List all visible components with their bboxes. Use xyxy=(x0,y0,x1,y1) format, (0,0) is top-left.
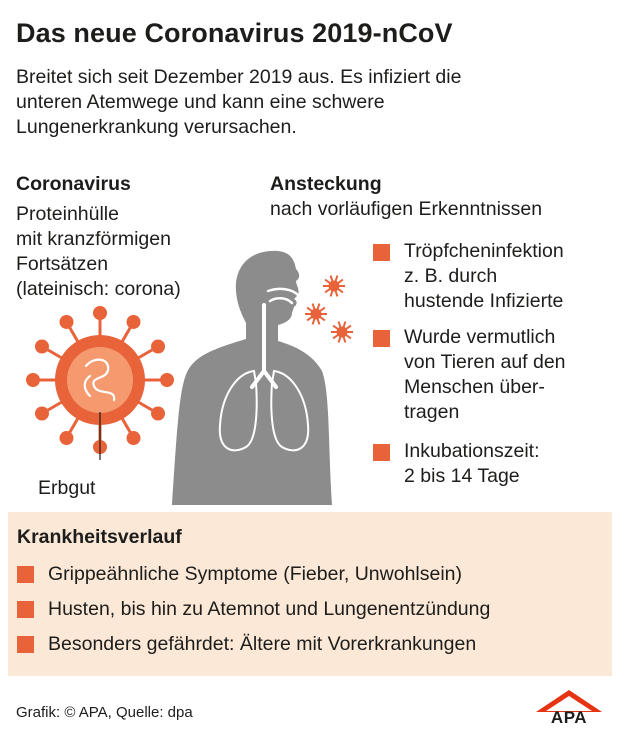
infection-item-line: z. B. durch xyxy=(404,265,498,287)
virus-heading: Coronavirus xyxy=(16,173,131,195)
virus-desc-line: (lateinisch: corona) xyxy=(16,278,181,300)
virus-spike-tip xyxy=(93,306,107,320)
virus-illustration xyxy=(20,300,180,460)
credit-text: Grafik: © APA, Quelle: dpa xyxy=(16,704,193,721)
droplet-viruses xyxy=(296,268,360,350)
virus-spike-tip xyxy=(127,315,141,329)
page-title: Das neue Coronavirus 2019-nCoV xyxy=(16,18,453,48)
droplet-virus-icon xyxy=(331,322,353,343)
course-heading: Krankheitsverlauf xyxy=(17,526,182,548)
infection-item-line: Menschen über- xyxy=(404,376,545,398)
virus-core xyxy=(67,347,133,413)
apa-logo xyxy=(536,690,602,724)
bullet-square-icon xyxy=(17,601,34,618)
droplet-group xyxy=(305,276,353,343)
droplet-virus-icon xyxy=(305,304,327,325)
infection-item xyxy=(404,439,540,489)
bullet-square-icon xyxy=(373,444,390,461)
course-item: Besonders gefährdet: Ältere mit Vorerkrankungen xyxy=(48,633,477,655)
course-item: Grippeähnliche Symptome (Fieber, Unwohlsein) xyxy=(48,563,463,585)
infection-subheading: nach vorläufigen Erkenntnissen xyxy=(270,198,543,220)
droplet-virus-icon xyxy=(323,276,345,297)
infection-item-line: Wurde vermutlich xyxy=(404,326,556,348)
bullet-square-icon xyxy=(373,244,390,261)
lead-line: unteren Atemwege und kann eine schwere xyxy=(16,91,385,113)
virus-desc-line: Proteinhülle xyxy=(16,203,119,225)
bullet-square-icon xyxy=(17,566,34,583)
infection-item-line: hustende Infizierte xyxy=(404,290,564,312)
virus-spike-tip xyxy=(35,407,49,421)
virus-spike-tip xyxy=(60,315,74,329)
lead-text xyxy=(16,65,606,140)
erbgut-label: Erbgut xyxy=(38,477,96,499)
infection-item-line: Inkubationszeit: xyxy=(404,440,540,462)
infection-item-line: von Tieren auf den xyxy=(404,351,566,373)
infection-item-line: Tröpfcheninfektion xyxy=(404,240,564,262)
virus-description xyxy=(16,202,181,302)
bullet-square-icon xyxy=(373,330,390,347)
infection-item-line: 2 bis 14 Tage xyxy=(404,465,520,487)
infection-item xyxy=(404,325,566,425)
lead-line: Lungenerkrankung verursachen. xyxy=(16,116,297,138)
infection-item-line: tragen xyxy=(404,401,460,423)
virus-spike-tip xyxy=(60,431,74,445)
apa-logo-text: APA xyxy=(550,708,588,724)
lead-line: Breitet sich seit Dezember 2019 aus. Es infiziert die xyxy=(16,66,462,88)
virus-desc-line: Fortsätzen xyxy=(16,253,109,275)
course-item: Husten, bis hin zu Atemnot und Lungenentzündung xyxy=(48,598,491,620)
virus-spike-tip xyxy=(127,431,141,445)
virus-desc-line: mit kranzförmigen xyxy=(16,228,171,250)
infection-item xyxy=(404,239,564,314)
bullet-square-icon xyxy=(17,636,34,653)
virus-spike-tip xyxy=(26,373,40,387)
infection-heading: Ansteckung xyxy=(270,173,382,195)
virus-spike-tip xyxy=(35,340,49,354)
